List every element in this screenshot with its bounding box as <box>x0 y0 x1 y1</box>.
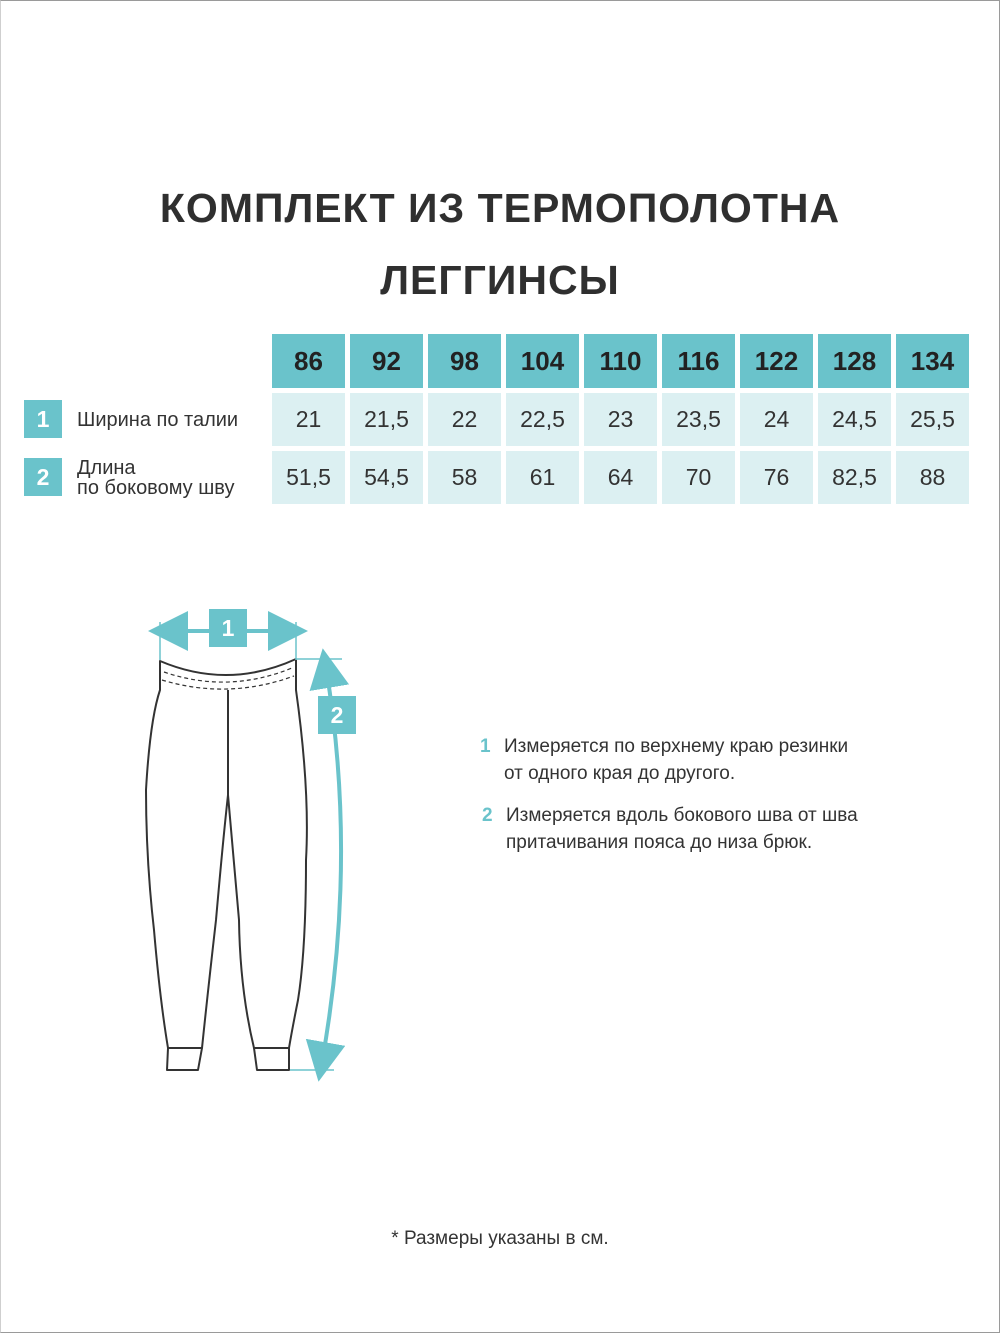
measurement-value-cell: 21,5 <box>350 393 423 446</box>
title-line-2: ЛЕГГИНСЫ <box>380 257 620 303</box>
size-header-cell: 92 <box>350 334 423 388</box>
size-header-cell: 110 <box>584 334 657 388</box>
row-label-line: по боковому шву <box>77 476 235 499</box>
measurement-value-cell: 24 <box>740 393 813 446</box>
measurement-value-cell: 24,5 <box>818 393 891 446</box>
note-1-line-2: от одного края до другого. <box>504 763 736 784</box>
note-2-line-1: Измеряется вдоль бокового шва от шва <box>506 805 858 826</box>
measurement-value-cell: 70 <box>662 451 735 504</box>
diagram-marker-2: 2 <box>318 696 356 734</box>
size-header-cell: 122 <box>740 334 813 388</box>
row-label-line: Ширина по талии <box>77 408 239 431</box>
measurement-value-cell: 22,5 <box>506 393 579 446</box>
measurement-value-cell: 76 <box>740 451 813 504</box>
size-header-cell: 104 <box>506 334 579 388</box>
measurement-value-cell: 61 <box>506 451 579 504</box>
note-1 <box>480 733 849 787</box>
row-number-badge: 1 <box>24 400 62 438</box>
size-header-cell: 134 <box>896 334 969 388</box>
measurement-value-cell: 23,5 <box>662 393 735 446</box>
leggings-outline <box>146 659 307 1070</box>
row-number-badge: 2 <box>24 458 62 496</box>
note-2-line-2: притачивания пояса до низа брюк. <box>506 832 813 853</box>
note-1-line-1: Измеряется по верхнему краю резинки <box>504 736 849 757</box>
measurement-value-cell: 58 <box>428 451 501 504</box>
measurement-value-cell: 82,5 <box>818 451 891 504</box>
size-header-cell: 98 <box>428 334 501 388</box>
note-2-number: 2 <box>482 805 493 826</box>
measurement-value-cell: 88 <box>896 451 969 504</box>
size-header-cell: 128 <box>818 334 891 388</box>
units-footnote: * Размеры указаны в см. <box>391 1228 609 1249</box>
size-header-cell: 116 <box>662 334 735 388</box>
row-label-line: Длина <box>77 456 136 479</box>
diagram-marker-1: 1 <box>209 609 247 647</box>
measurement-value-cell: 21 <box>272 393 345 446</box>
measurement-value-cell: 23 <box>584 393 657 446</box>
measurement-value-cell: 64 <box>584 451 657 504</box>
measurement-value-cell: 54,5 <box>350 451 423 504</box>
size-header-cell: 86 <box>272 334 345 388</box>
measurement-value-cell: 22 <box>428 393 501 446</box>
title-line-1: КОМПЛЕКТ ИЗ ТЕРМОПОЛОТНА <box>159 185 841 231</box>
note-2 <box>482 802 858 856</box>
measurement-value-cell: 25,5 <box>896 393 969 446</box>
note-1-number: 1 <box>480 736 491 757</box>
measurement-value-cell: 51,5 <box>272 451 345 504</box>
